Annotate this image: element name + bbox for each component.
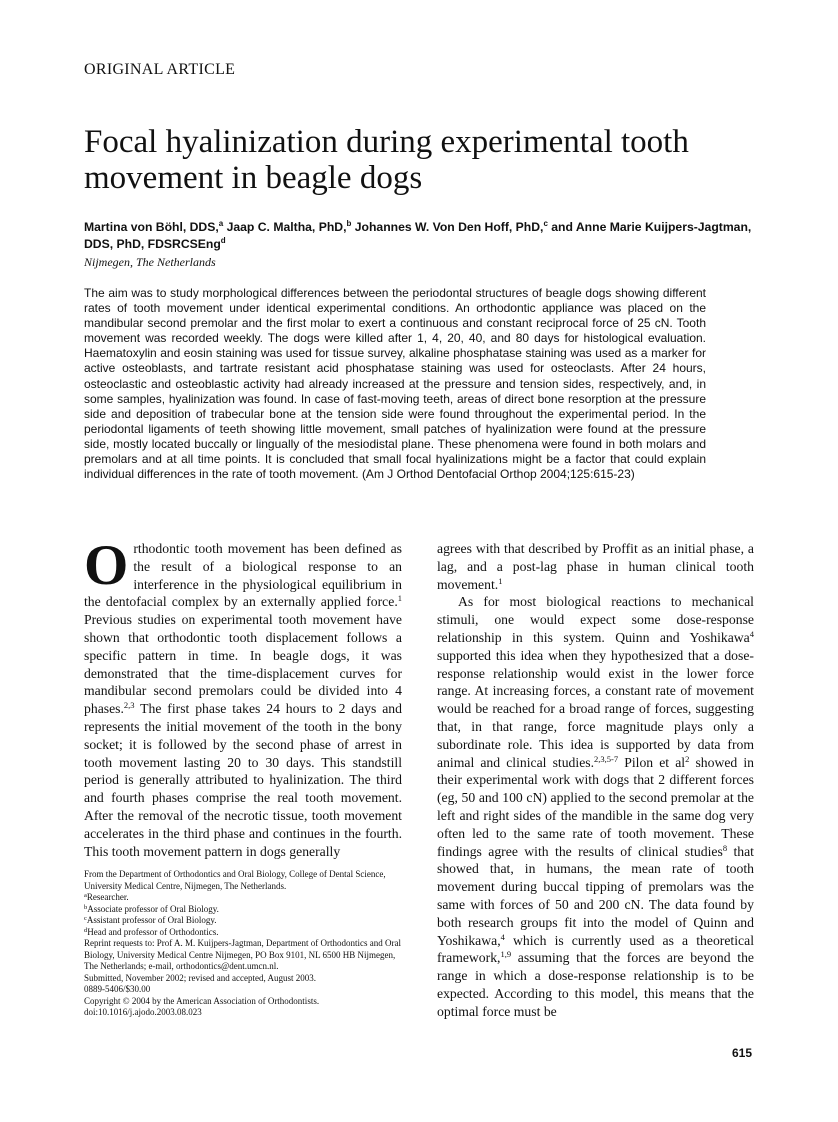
text-run: agrees with that described by Proffit as an initial phase, a lag, and a post-lag phase in human clinical tooth movement. [437,541,754,592]
citation-superscript: 2,3,5-7 [594,753,619,764]
text-run: Previous studies on experimental tooth movement have shown that orthodontic tooth displacement follows a specific pattern in time. In beagle dogs, it was demonstrated that the time-displacement curves for mandibular second premolars could be divided into 4 phases. [84,612,402,717]
text-run: showed in their experimental work with dogs that 2 different forces (eg, 50 and 100 cN) applied to the second premolar at the left and right sides of the mandible in the same dog very often led to the same rate of tooth movement. These findings agree with the results of clinical studies [437,754,755,859]
text-run: which is currently used as a theoretical framework, [437,932,754,966]
footnote [84,973,404,985]
footnote [84,996,404,1008]
text-run: Pilon et al [618,754,686,770]
footnote-text: Submitted, November 2002; revised and accepted, August 2003. [84,972,316,983]
footnotes [84,869,404,1019]
paragraph-text [84,534,402,859]
citation-superscript: 1 [498,575,503,586]
citation-superscript: 2 [685,753,690,764]
footnote-text: Reprint requests to: Prof A. M. Kuijpers-Jagtman, Department of Orthodontics and Oral Biology, University Medical Centre Nijmegen, PO Box 9101, NL 6500 HB Nijmegen, The Netherlands; e-mail, orthodontics@dent.umcn.nl. [84,938,401,971]
paragraph [437,593,754,1020]
author [355,220,548,234]
text-run: assuming that the forces are beyond the range in which a dose-response relationship is to be expected. According to this model, this means that the optimal force must be [437,950,754,1019]
footnote-text: Copyright © 2004 by the American Association of Orthodontists. [84,995,320,1006]
footnote-mark: a [84,892,87,899]
author-affil-mark: c [543,219,548,228]
footnote [84,984,404,996]
affiliation-location: Nijmegen, The Netherlands [84,255,216,269]
text-run: that showed that, in humans, the mean rate of tooth movement during buccal tipping of premolars was the same with forces of 50 and 200 cN. The data found by both research groups fit into the model of Quinn and Yoshikawa, [437,843,754,948]
footnote-mark: c [84,915,87,922]
footnote-mark: d [84,926,88,934]
footnote-mark: b [84,903,88,911]
author-affil-mark: b [346,219,352,228]
author-name: Martina von Böhl, DDS, [84,220,219,234]
text-run: supported this idea when they hypothesized that a dose-response relationship would exist in the lower force range. At increasing forces, a constant rate of movement would be reached for a broad range of forces, suggesting that, in that range, force magnitude plays only a subordinate role. This idea is supported by data from animal and clinical studies. [437,647,754,770]
author-name: Johannes W. Von Den Hoff, PhD, [354,220,544,234]
body-column-left [84,534,402,860]
text-run: The first phase takes 24 hours to 2 days and represents the initial movement of the tooth in the bony socket; it is followed by the second phase of arrest in tooth movement lasting 20 to 30 days. This standstill period is generally attributed to hyalinization. The third and fourth phases comprise the real tooth movement. After the removal of the necrotic tissue, tooth movement accelerates in the third phase and continues in the fourth. This tooth movement pattern in dogs generally [84,701,402,859]
footnote-text: Associate professor of Oral Biology. [87,903,219,914]
citation-superscript: 1,9 [500,949,512,960]
page-number: 615 [732,1046,753,1060]
author-list [84,219,760,253]
footnote-text: Head and professor of Orthodontics. [87,926,219,937]
citation-superscript: 4 [500,931,505,942]
citation-superscript: 8 [722,842,728,853]
footnote-text: From the Department of Orthodontics and Oral Biology, College of Dental Science, University Medical Centre, Nijmegen, The Netherlands. [84,869,386,891]
footnote [84,938,404,973]
author-affil-mark: a [218,219,224,228]
footnote-text: 0889-5406/$30.00 [84,984,151,994]
abstract: The aim was to study morphological differences between the periodontal structures of beagle dogs showing different rates of tooth movement under identical experimental conditions. An orthodontic appliance was placed on the mandibular second premolar and the first molar to exert a continuous and constant reciprocal force of 25 cN. Tooth movement was recorded weekly. The dogs were killed after 1, 4, 20, 40, and 80 days for histological evaluation. Haematoxylin and eosin staining was used for tissue survey, alkaline phosphatase staining was used as a marker for active osteoblasts, and tartrate resistant acid phosphatase staining was used for osteoclasts. After 24 hours, osteoclastic and osteoblastic activity had already increased at the pressure and tension sides, respectively, and, in some samples, hyalinization was found. In case of fast-moving teeth, areas of direct bone resorption at the pressure side and deposition of trabecular bone at the tension side were found throughout the experimental period. In the periodontal ligaments of teeth showing little movement, small patches of hyalinization were found at the pressure side, mostly located buccally or lingually of the mesiodistal plane. These phenomena were found in both molars and premolars and at all time points. It is concluded that small focal hyalinizations might be a factor that could explain individual differences in the rate of tooth movement. (Am J Orthod Dentofacial Orthop 2004;125:615-23) [84,286,706,482]
footnote-text: Assistant professor of Oral Biology. [86,915,217,925]
intro-paragraph [84,534,402,860]
paragraph-continued [437,540,754,593]
footnote [84,892,404,904]
citation-superscript: 2,3 [123,700,135,711]
text-run: As for most biological reactions to mechanical stimuli, one would expect some dose-response relationship in this system. Quinn and Yoshikawa [437,594,754,645]
drop-cap: O [84,534,129,597]
author-name: Jaap C. Maltha, PhD, [226,220,347,234]
citation-superscript: 1 [397,593,402,604]
body-column-right [437,540,754,1021]
footnote [84,869,404,892]
author-affil-mark: d [220,236,226,245]
citation-superscript: 4 [749,628,754,639]
footnote [84,927,404,939]
section-label: ORIGINAL ARTICLE [84,61,236,78]
author [227,220,352,234]
article-title: Focal hyalinization during experimental tooth movement in beagle dogs [84,124,689,196]
footnote [84,915,404,927]
footnote [84,1007,404,1019]
footnote [84,904,404,916]
text-run: rthodontic tooth movement has been defined as the result of a biological response to an interference in the physiological equilibrium in the dentofacial complex by an externally applied force. [84,541,402,610]
author-name: and Anne Marie Kuijpers-Jagtman, DDS, PhD, FDSRCSEng [84,220,752,251]
footnote-text: Researcher. [86,892,129,902]
footnote-text: doi:10.1016/j.ajodo.2003.08.023 [84,1007,202,1017]
author [84,220,223,234]
